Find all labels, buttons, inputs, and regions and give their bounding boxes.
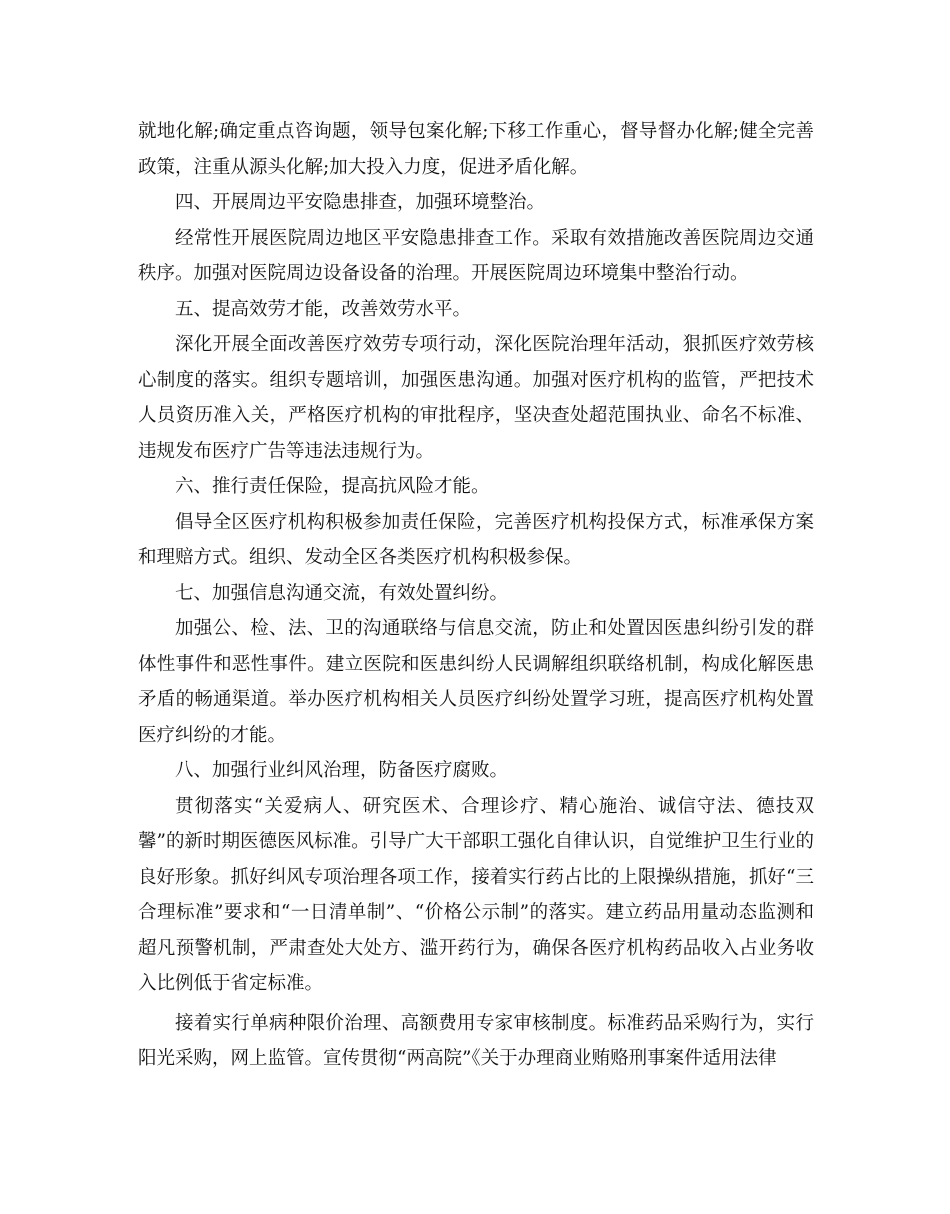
paragraph-continuation: 就地化解;确定重点咨询题，领导包案化解;下移工作重心，督导督办化解;健全完善政策，注重从源头化解;加大投入力度，促进矛盾化解。 <box>138 121 814 178</box>
paragraph-body: 贯彻落实“关爱病人、研究医术、合理诊疗、精心施治、诚信守法、德技双馨”的新时期医德医风标准。引导广大干部职工强化自律认识，自觉维护卫生行业的良好形象。抓好纠风专项治理各项工作，接着实行药占比的上限操纵措施，抓好“三合理标准”要求和“一日清单制”、“价格公示制”的落实。建立药品用量动态监测和超凡预警机制，严肃查处大处方、滥开药行为，确保各医疗机构药品收入占业务收入比例低于省定标准。 <box>138 795 814 994</box>
paragraph-body: 加强公、检、法、卫的沟通联络与信息交流，防止和处置因医患纠纷引发的群体性事件和恶性事件。建立医院和医患纠纷人民调解组织联络机制，构成化解医患矛盾的畅通渠道。举办医疗机构相关人员医疗纠纷处置学习班，提高医疗机构处置医疗纠纷的才能。 <box>138 618 814 746</box>
section-heading-5: 五、提高效劳才能，改善效劳水平。 <box>175 298 472 320</box>
section-heading-4: 四、开展周边平安隐患排查，加强环境整治。 <box>175 192 546 213</box>
document-page <box>138 114 814 1077</box>
paragraph-body: 经常性开展医院周边地区平安隐患排查工作。采取有效措施改善医院周边交通秩序。加强对医院周边设备设备的治理。开展医院周边环境集中整治行动。 <box>138 227 814 284</box>
section-heading-6: 六、推行责任保险，提高抗风险才能。 <box>175 476 490 497</box>
section-heading-8: 八、加强行业纠风治理，防备医疗腐败。 <box>175 760 509 781</box>
paragraph-body: 接着实行单病种限价治理、高额费用专家审核制度。标准药品采购行为，实行阳光采购，网上监管。宣传贯彻“两高院”《关于办理商业贿赂刑事案件适用法律 <box>138 1012 814 1069</box>
section-heading-7: 七、加强信息沟通交流，有效处置纠纷。 <box>175 582 509 604</box>
paragraph-body: 深化开展全面改善医疗效劳专项行动，深化医院治理年活动，狠抓医疗效劳核心制度的落实。组织专题培训，加强医患沟通。加强对医疗机构的监管，严把技术人员资历准入关，严格医疗机构的审批程序，坚决查处超范围执业、命名不标准、违规发布医疗广告等违法违规行为。 <box>138 334 814 462</box>
paragraph-body: 倡导全区医疗机构积极参加责任保险，完善医疗机构投保方式，标准承保方案和理赔方式。组织、发动全区各类医疗机构积极参保。 <box>138 511 814 568</box>
